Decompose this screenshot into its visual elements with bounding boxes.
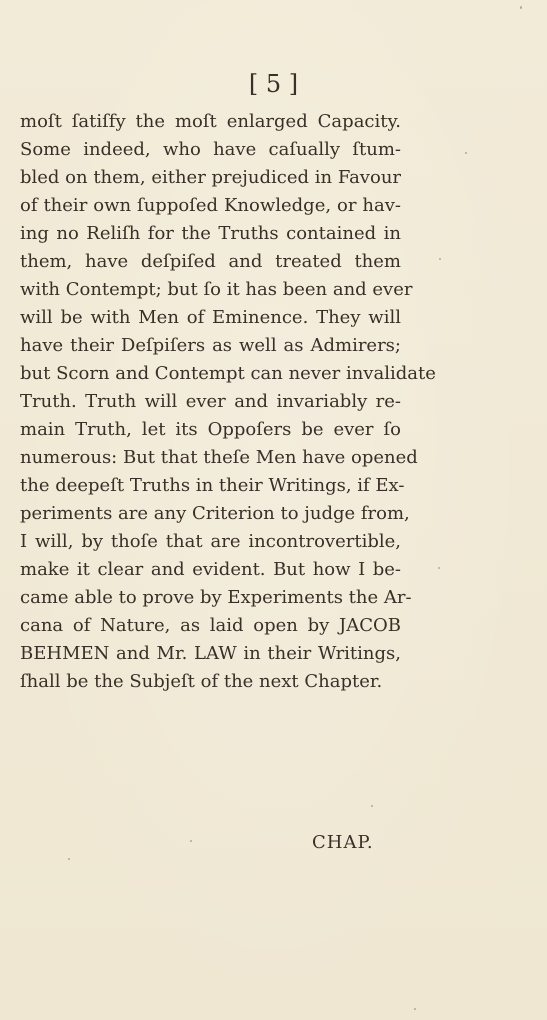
text-line: Truth. Truth will ever and invariably re- xyxy=(20,391,401,412)
paper-speck xyxy=(414,1008,416,1010)
paper-speck xyxy=(520,6,522,9)
body-text xyxy=(20,108,436,696)
text-line: main Truth, let its Oppoſers be ever ſo xyxy=(20,419,401,440)
text-line: numerous: But that theſe Men have opened xyxy=(20,447,418,468)
text-line: but Scorn and Contempt can never invalidate xyxy=(20,363,436,384)
page-number: [ 5 ] xyxy=(248,70,299,98)
text-line: of their own ſuppoſed Knowledge, or hav- xyxy=(20,195,401,216)
text-line: ing no Reliſh for the Truths contained in xyxy=(20,223,401,244)
text-line: have their Deſpiſers as well as Admirers; xyxy=(20,335,401,356)
text-line: bled on them, either prejudiced in Favour xyxy=(20,167,402,188)
text-line: cana of Nature, as laid open by JACOB xyxy=(20,615,401,636)
text-line: Some indeed, who have caſually ſtum- xyxy=(20,139,401,160)
paper-speck xyxy=(465,152,467,154)
paper-speck xyxy=(190,840,192,842)
text-line: BEHMEN and Mr. LAW in their Writings, xyxy=(20,643,401,664)
text-line: came able to prove by Experiments the Ar- xyxy=(20,587,412,608)
paper-speck xyxy=(68,858,70,860)
text-line: I will, by thoſe that are incontrovertible, xyxy=(20,531,401,552)
catchword: CHAP. xyxy=(312,832,374,853)
text-line: them, have deſpiſed and treated them xyxy=(20,251,401,272)
text-line: with Contempt; but ſo it has been and ever xyxy=(20,279,413,300)
text-line: the deepeſt Truths in their Writings, if Ex- xyxy=(20,475,405,496)
paper-speck xyxy=(371,805,373,807)
text-line: make it clear and evident. But how I be- xyxy=(20,559,401,580)
paper-speck xyxy=(438,567,440,569)
text-line: periments are any Criterion to judge from, xyxy=(20,503,410,524)
text-line: will be with Men of Eminence. They will xyxy=(20,307,401,328)
paper-speck xyxy=(439,258,441,260)
text-line: moſt ſatiſfy the moſt enlarged Capacity. xyxy=(20,111,401,132)
text-line: ſhall be the Subjeſt of the next Chapter. xyxy=(20,671,383,692)
